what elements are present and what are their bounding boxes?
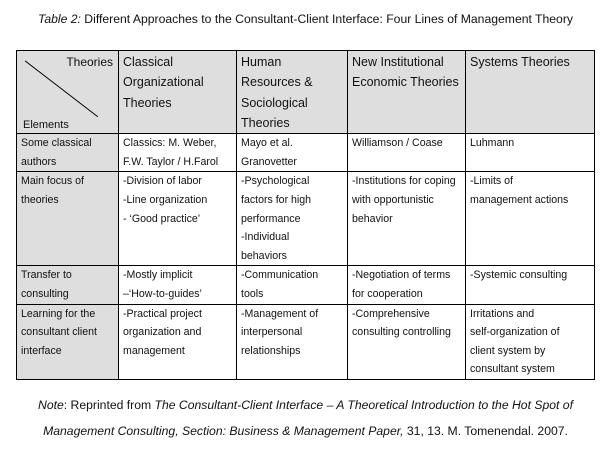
source-note-line2 (0, 424, 611, 438)
note-suffix: 31, 13. M. Tomenendal. 2007. (403, 424, 568, 438)
header-line: Classical (123, 55, 174, 69)
cell-line: client system by (470, 344, 546, 357)
table-cell (466, 134, 595, 172)
table-cell (119, 266, 237, 304)
cell-line: -Management of (241, 307, 319, 320)
cell-line: management (123, 344, 185, 357)
row-label-line: authors (21, 155, 57, 168)
cell-line: tools (241, 287, 264, 300)
cell-line: -Systemic consulting (470, 269, 568, 282)
cell-line: Granovetter (241, 155, 297, 168)
cell-line: factors for high (241, 193, 312, 206)
cell-line: -Line organization (123, 193, 208, 206)
table-cell (237, 266, 348, 304)
row-label-line: Learning for the (21, 307, 96, 320)
row-label-line: Some classical (21, 137, 92, 150)
header-line: Systems Theories (470, 55, 570, 69)
cell-line: -Institutions for coping (352, 175, 456, 188)
header-line: Resources & (241, 75, 313, 90)
header-human-resources (237, 51, 348, 134)
row-label-authors (17, 134, 119, 172)
table-row (17, 134, 595, 172)
cell-line: F.W. Taylor / H.Farol (123, 155, 219, 168)
header-line: Organizational (123, 75, 204, 90)
row-label-line: consultant client (21, 326, 97, 339)
header-line: Economic Theories (352, 75, 459, 90)
cell-line: performance (241, 212, 301, 225)
header-classical (119, 51, 237, 134)
table-row (17, 304, 595, 379)
table-cell (348, 304, 466, 379)
table-row (17, 266, 595, 304)
table-cell (466, 172, 595, 266)
cell-line: behavior (352, 212, 393, 225)
note-label: Note (38, 398, 64, 412)
table-row (17, 172, 595, 266)
table-caption (0, 12, 611, 26)
theories-table (16, 50, 595, 380)
cell-line: Luhmann (470, 137, 515, 150)
cell-line: -Negotiation of terms (352, 269, 451, 282)
table-cell (119, 304, 237, 379)
corner-elements-label: Elements (23, 119, 69, 132)
corner-theories-label: Theories (66, 55, 113, 69)
cell-line: relationships (241, 344, 301, 357)
row-label-line: consulting (21, 287, 69, 300)
caption-text: Different Approaches to the Consultant-Client Interface: Four Lines of Management Theory (80, 12, 573, 26)
cell-line: Classics: M. Weber, (123, 137, 217, 150)
note-prefix: : Reprinted from (63, 398, 155, 412)
header-line: Human (241, 55, 282, 69)
cell-line: -Communication (241, 269, 319, 282)
row-label-line: Main focus of (21, 175, 85, 188)
table-cell (237, 304, 348, 379)
row-label-learning (17, 304, 119, 379)
corner-cell (17, 51, 119, 134)
table-cell (119, 134, 237, 172)
cell-line: -Limits of (470, 175, 513, 188)
cell-line: - ‘Good practice’ (123, 212, 201, 225)
cell-line: -Mostly implicit (123, 269, 193, 282)
row-label-line: Transfer to (21, 269, 72, 282)
row-label-line: theories (21, 193, 59, 206)
cell-line: Irritations and (470, 307, 535, 320)
table-cell (348, 172, 466, 266)
cell-line: -Comprehensive (352, 307, 430, 320)
cell-line: for cooperation (352, 287, 423, 300)
header-line: New Institutional (352, 55, 444, 69)
cell-line: -Practical project (123, 307, 202, 320)
cell-line: with opportunistic (352, 193, 434, 206)
cell-line: -Individual (241, 231, 290, 244)
table-cell (466, 266, 595, 304)
table-cell (237, 172, 348, 266)
cell-line: consulting controlling (352, 326, 451, 339)
header-line: Sociological (241, 95, 308, 110)
source-note-line1 (0, 398, 611, 412)
cell-line: management actions (470, 193, 569, 206)
header-systems (466, 51, 595, 134)
cell-line: organization and (123, 326, 202, 339)
table-cell (348, 134, 466, 172)
row-label-focus (17, 172, 119, 266)
cell-line: interpersonal (241, 326, 303, 339)
note-title-part1: The Consultant-Client Interface – A Theoretical Introduction to the Hot Spot of (154, 398, 573, 412)
caption-label: Table 2: (38, 12, 81, 26)
cell-line: self-organization of (470, 326, 560, 339)
cell-line: Mayo et al. (241, 137, 293, 150)
cell-line: -Division of labor (123, 175, 202, 188)
table-cell (348, 266, 466, 304)
cell-line: -Psychological (241, 175, 310, 188)
header-new-institutional (348, 51, 466, 134)
row-label-line: interface (21, 344, 62, 357)
table-cell (237, 134, 348, 172)
cell-line: consultant system (470, 363, 555, 376)
cell-line: –‘How-to-guides’ (123, 287, 202, 300)
header-line: Theories (241, 115, 290, 130)
table-cell (466, 304, 595, 379)
cell-line: Williamson / Coase (352, 137, 443, 150)
header-row (17, 51, 595, 134)
table-cell (119, 172, 237, 266)
note-title-part2: Management Consulting, Section: Business & Management Paper, (43, 424, 404, 438)
header-line: Theories (123, 95, 172, 110)
cell-line: behaviors (241, 249, 287, 262)
row-label-transfer (17, 266, 119, 304)
